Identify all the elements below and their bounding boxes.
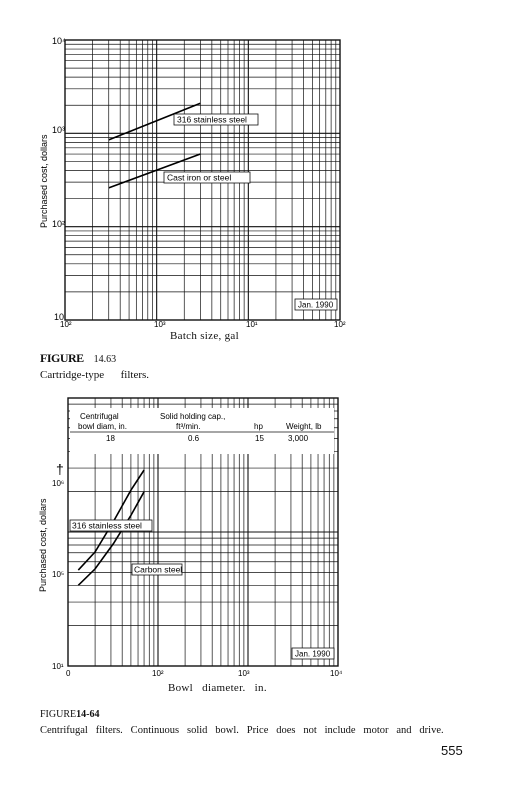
chart1-xtick-2: 10¹ [246,320,258,329]
chart2-ytick-1: 10⁵ [52,570,65,579]
chart2-ytick-2: 10¹ [52,662,64,671]
chart1-xtick-0: 10² [60,320,72,329]
figure-14-63-number: 14.63 [93,354,117,365]
page-number: 555 [441,743,463,758]
chart2-xtick-1: 10² [152,669,164,678]
table-cell-solid-cap: 0.6 [188,434,200,443]
table-header-col1-line2: ft³/min. [176,422,201,431]
chart1-ytick-0: 10⁴ [52,36,66,46]
chart1-ylabel: Purchased cost, dollars [39,134,49,228]
chart1-xtick-1: 10³ [154,320,166,329]
chart1-date-label: Jan. 1990 [298,300,334,310]
chart2-xtick-3: 10⁴ [330,669,343,678]
table-header-col0-line2: bowl diam, in. [78,422,127,431]
chart2-ytick-0: 10⁶ [52,479,65,488]
chart1-ytick-3: 10 [54,312,65,322]
table-header-col1-line1: Solid holding cap., [160,412,226,421]
figure-14-63-caption: Cartridge-type filters. [40,369,150,381]
chart1-ytick-2: 10² [52,219,66,229]
chart-centrifugal-filters [38,398,343,678]
chart2-series-label-stainless: 316 stainless steel [72,520,142,531]
chart2-series-label-carbon: Carbon steel [134,564,183,575]
figure-14-64-label: FIGURE [40,709,77,720]
chart-cartridge-filters [39,36,346,329]
figure-14-63-caption-block [40,349,149,381]
chart1-series-label-castiron: Cast iron or steel [167,172,232,183]
table-header-col0-line1: Centrifugal [80,412,119,421]
table-cell-bowl-diam: 18 [106,434,115,443]
table-header-col2: hp [254,422,263,431]
chart2-xtick-0: 0 [66,669,71,678]
chart2-xlabel: Bowl diameter. in. [168,682,267,694]
chart2-date-label: Jan. 1990 [295,649,331,659]
dagger-mark: † [56,461,64,477]
figure-14-64-caption: Centrifugal filters. Continuous solid bowl. Price does not include motor and drive. [40,725,444,736]
figure-14-63-label: FIGURE [40,351,84,365]
figure-14-64-number: 14-64 [76,709,100,720]
table-cell-weight: 3,000 [288,434,309,443]
chart1-series-label-stainless: 316 stainless steel [177,114,247,125]
chart1-ytick-1: 10³ [52,125,66,135]
chart1-xtick-3: 10² [334,320,346,329]
chart1-xlabel: Batch size, gal [170,330,239,342]
chart2-ylabel: Purchased cost, dollars [38,498,48,592]
table-header-col3: Weight, lb [286,422,322,431]
chart2-xtick-2: 10³ [238,669,250,678]
table-cell-hp: 15 [255,434,264,443]
figure-14-64-caption-block [40,704,444,736]
